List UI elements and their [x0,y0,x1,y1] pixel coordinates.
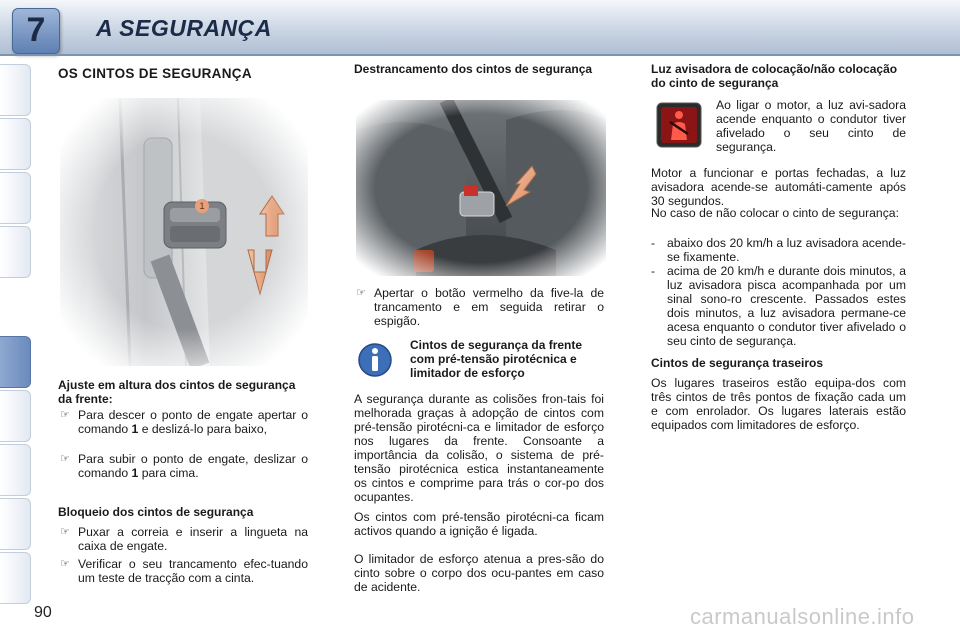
rear-belts-heading: Cintos de segurança traseiros [651,356,824,370]
chapter-tab-2[interactable] [0,118,31,170]
chapter-tab-1[interactable] [0,64,31,116]
hand-pointer-icon: ☞ [60,453,70,465]
info-paragraph-3: O limitador de esforço atenua a pres-são do cinto sobre o corpo dos ocu-pantes em caso de acidente. [354,552,604,594]
lock-heading: Bloqueio dos cintos de segurança [58,505,254,519]
info-icon [358,340,392,378]
chapter-tab-11[interactable] [0,552,31,604]
watermark: carmanualsonline.info [690,604,915,629]
adjust-heading: Ajuste em altura dos cintos de segurança da frente: [58,378,296,406]
page-number: 90 [34,604,52,621]
chapter-tab-10[interactable] [0,498,31,550]
speed-below-20-item: - abaixo dos 20 km/h a luz avisadora acende-se fixamente. [651,236,906,264]
unlock-heading: Destrancamento dos cintos de segurança [354,62,593,76]
info-paragraph-2: Os cintos com pré-tensão pirotécni-ca ficam activos quando a ignição é ligada. [354,510,604,538]
chapter-tab-8[interactable] [0,390,31,442]
section-title: OS CINTOS DE SEGURANÇA [58,66,252,81]
warning-light-text: Ao ligar o motor, a luz avi-sadora acende enquanto o condutor tiver afivelado o seu cinto de segurança. [716,98,906,154]
info-heading: Cintos de segurança da frente com pré-tensão pirotécnica e limitador de esforço [410,338,583,380]
hand-pointer-icon: ☞ [60,526,70,538]
chapter-number: 7 [26,11,46,49]
seatbelt-buckle-photo [356,100,606,276]
chapter-tab-3[interactable] [0,172,31,224]
speed-above-20-item: - acima de 20 km/h e durante dois minutos, a luz avisadora pisca acompanhada por um sinal sono-ro crescente. Passados estes dois minutos, a luz avisadora permane-ce acesa enquanto o condutor tiver afivelado o seu cinto de segurança. [651,264,906,348]
hand-pointer-icon: ☞ [60,558,70,570]
info-paragraph-1: A segurança durante as colisões fron-tais foi melhorada graças à adopção de cintos com pré-tensão pirotécni-ca e limitador de esforço nos lugares da frente. Consoante a importância da colisão, o sistema de pré-tensão pirotécnica estica instantaneamente os cintos e comprime para trás o cor-po dos ocupantes. [354,392,604,504]
chapter-header [0,0,960,56]
chapter-tab-4[interactable] [0,226,31,278]
unlock-item: ☞ Apertar o botão vermelho da five-la de trancamento e em seguida retirar o espigão. [356,286,604,328]
warning-light-heading: Luz avisadora de colocação/não colocação do cinto de segurança [651,62,898,90]
hand-pointer-icon: ☞ [356,287,366,299]
hand-pointer-icon: ☞ [60,409,70,421]
chapter-tab-7-active[interactable] [0,336,31,388]
engine-running-text: Motor a funcionar e portas fechadas, a luz avisadora acende-se automáti-camente após 30 segundos. [651,166,906,208]
chapter-title: A SEGURANÇA [96,15,272,41]
chapter-number-badge [12,8,60,54]
lock-item-2: ☞ Verificar o seu trancamento efec-tuando um teste de tracção com a cinta. [60,557,308,585]
adjust-item-up: ☞ Para subir o ponto de engate, deslizar o comando 1 para cima. [60,452,308,480]
unbuckled-intro-text: No caso de não colocar o cinto de segurança: [651,206,899,220]
rear-belts-text: Os lugares traseiros estão equipa-dos com três cintos de três pontos de fixação cada um e com enrolador. Os lugares laterais estão equipados com limitadores de esforço. [651,376,906,432]
lock-item-1: ☞ Puxar a correia e inserir a lingueta na caixa de engate. [60,525,308,553]
header-divider [0,54,960,56]
seatbelt-height-adjust-photo [60,98,308,366]
adjust-item-down: ☞ Para descer o ponto de engate apertar o comando 1 e deslizá-lo para baixo, [60,408,308,436]
seatbelt-warning-light-icon [656,102,702,148]
chapter-tab-9[interactable] [0,444,31,496]
